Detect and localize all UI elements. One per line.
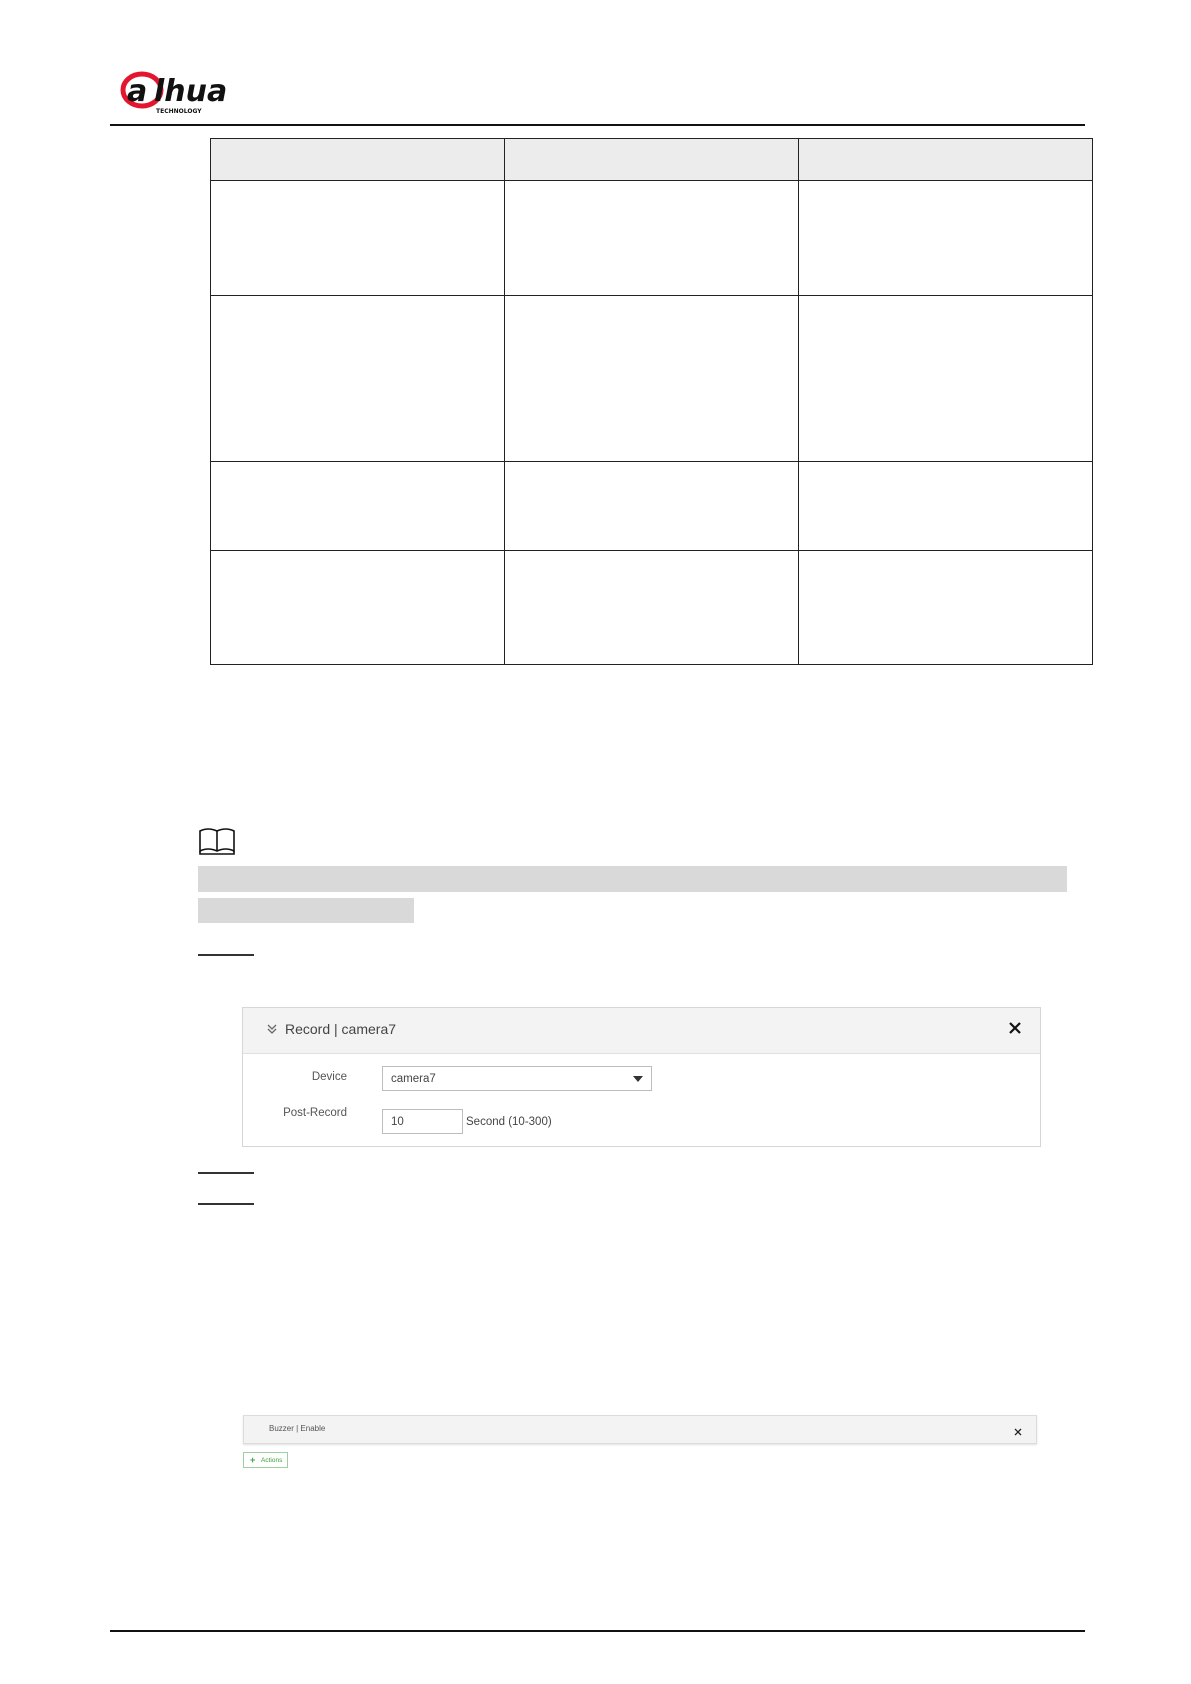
close-icon[interactable] <box>1006 1019 1024 1037</box>
table-header-cell <box>799 139 1093 181</box>
note-text-highlight <box>198 866 1067 892</box>
step-marker <box>198 1172 254 1174</box>
close-icon[interactable] <box>1013 1424 1023 1434</box>
table-cell <box>799 181 1093 296</box>
header-rule <box>110 124 1085 126</box>
double-chevron-down-icon[interactable] <box>265 1021 279 1037</box>
post-record-unit: Second (10-300) <box>466 1116 552 1128</box>
buzzer-panel-title: Buzzer | Enable <box>269 1424 326 1433</box>
table-cell <box>505 296 799 462</box>
device-label: Device <box>311 1071 347 1083</box>
post-record-label: Post-Record <box>283 1107 347 1119</box>
svg-text:a: a <box>127 74 148 109</box>
record-panel-title: Record | camera7 <box>285 1021 397 1037</box>
table-cell <box>799 462 1093 551</box>
record-action-panel <box>242 1007 1041 1147</box>
brand-logo <box>120 70 260 116</box>
table-cell <box>505 551 799 665</box>
buzzer-action-panel[interactable] <box>243 1415 1037 1444</box>
note-text-highlight <box>198 898 414 923</box>
table-cell <box>799 296 1093 462</box>
table-row <box>211 181 1093 296</box>
device-select-value: camera7 <box>391 1073 436 1085</box>
svg-text:lhua: lhua <box>154 74 228 109</box>
table-row <box>211 551 1093 665</box>
table-cell <box>211 551 505 665</box>
post-record-input[interactable] <box>382 1109 463 1134</box>
footer-rule <box>110 1630 1085 1632</box>
step-marker <box>198 1203 254 1205</box>
record-panel-header[interactable] <box>243 1008 1040 1054</box>
post-record-input-value: 10 <box>391 1116 404 1128</box>
add-action-button[interactable] <box>243 1452 288 1468</box>
table-header-row <box>211 139 1093 181</box>
table-header-cell <box>505 139 799 181</box>
table-cell <box>211 181 505 296</box>
caret-down-icon[interactable] <box>633 1076 643 1082</box>
note-book-icon <box>198 826 236 856</box>
table-cell <box>211 296 505 462</box>
step-marker <box>198 954 254 956</box>
table-cell <box>505 462 799 551</box>
table-header-cell <box>211 139 505 181</box>
content-table <box>210 138 1093 665</box>
table-cell <box>799 551 1093 665</box>
table-row <box>211 296 1093 462</box>
device-select[interactable] <box>382 1066 652 1091</box>
svg-text:TECHNOLOGY: TECHNOLOGY <box>156 108 202 115</box>
table-cell <box>211 462 505 551</box>
table-row <box>211 462 1093 551</box>
plus-icon: + <box>250 1455 256 1465</box>
table-cell <box>505 181 799 296</box>
add-action-label: Actions <box>261 1457 283 1464</box>
